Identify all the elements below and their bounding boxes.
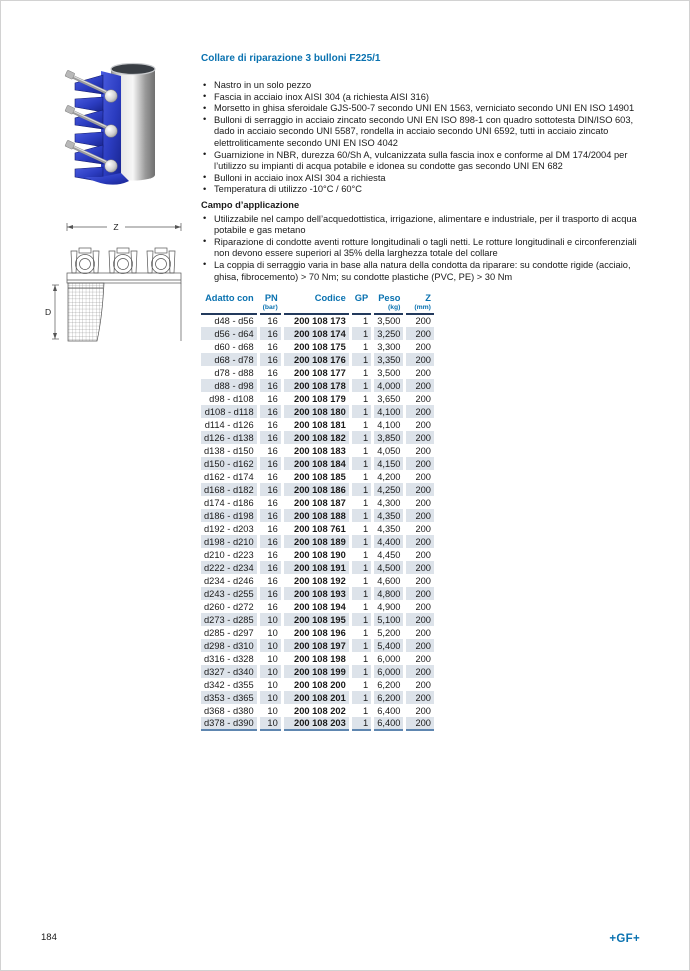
- table-cell: 1: [350, 379, 372, 392]
- table-cell: 200 108 195: [282, 613, 350, 626]
- table-cell: 16: [258, 444, 282, 457]
- table-cell: 3,300: [373, 340, 405, 353]
- table-cell: 16: [258, 366, 282, 379]
- table-row: [201, 366, 434, 379]
- table-cell: d114 - d126: [204, 419, 254, 430]
- table-cell: 16: [258, 470, 282, 483]
- table-cell: 16: [258, 457, 282, 470]
- table-cell: 200 108 202: [282, 704, 350, 717]
- table-cell: 200 108 194: [282, 600, 350, 613]
- table-cell: 10: [258, 678, 282, 691]
- table-cell: 200: [405, 574, 434, 587]
- table-cell: 10: [258, 704, 282, 717]
- bullet-item: • La coppia di serraggio varia in base alla natura della condotta da riparare: su condotte rigide (acciaio, ghisa, fibrocemento) > 70 Nm; su condotte plastiche (PVC, PE) > 30 Nm: [201, 260, 648, 283]
- units-row: [201, 304, 434, 314]
- table-cell: d108 - d118: [201, 405, 258, 418]
- table-cell: 1: [350, 665, 372, 678]
- spec-table-body: [201, 314, 434, 730]
- table-cell: d174 - d186: [204, 497, 254, 508]
- table-cell: 10: [258, 639, 282, 652]
- table-cell: 16: [258, 535, 282, 548]
- table-row: [201, 561, 434, 574]
- table-cell: d327 - d340: [201, 665, 258, 678]
- table-cell: 1: [350, 314, 372, 327]
- table-cell: 1: [350, 483, 372, 496]
- column-header: Codice: [282, 293, 350, 304]
- table-cell: 200 108 189: [282, 535, 350, 548]
- table-row: [201, 639, 434, 652]
- table-cell: 200: [405, 483, 434, 496]
- repair-collar-photo: [63, 59, 159, 191]
- table-row: [201, 626, 434, 639]
- table-cell: d68 - d78: [201, 353, 258, 366]
- table-cell: 16: [258, 418, 282, 431]
- table-cell: 6,200: [373, 691, 405, 704]
- table-cell: 16: [258, 340, 282, 353]
- feature-list: [201, 80, 648, 196]
- table-cell: 10: [258, 626, 282, 639]
- dim-label-z: Z: [113, 222, 119, 232]
- table-row: [201, 613, 434, 626]
- table-row: [201, 587, 434, 600]
- table-cell: 200: [405, 717, 434, 730]
- table-cell: 200 108 178: [282, 379, 350, 392]
- table-cell: 1: [350, 522, 372, 535]
- table-cell: 4,250: [373, 483, 405, 496]
- table-cell: 1: [350, 587, 372, 600]
- table-cell: d222 - d234: [201, 561, 258, 574]
- table-cell: 1: [350, 444, 372, 457]
- table-cell: d56 - d64: [201, 327, 258, 340]
- table-cell: 10: [258, 652, 282, 665]
- table-row: [201, 405, 434, 418]
- table-row: [201, 340, 434, 353]
- header-row: [201, 293, 434, 304]
- table-cell: 200: [405, 418, 434, 431]
- table-row: [201, 665, 434, 678]
- table-cell: 200: [405, 522, 434, 535]
- table-cell: 200: [405, 548, 434, 561]
- table-cell: d243 - d255: [201, 587, 258, 600]
- bullet-item: • Nastro in un solo pezzo: [201, 80, 648, 92]
- table-row: [201, 509, 434, 522]
- table-cell: d368 - d380: [204, 705, 254, 716]
- table-cell: 5,100: [373, 613, 405, 626]
- column-unit: [201, 304, 258, 314]
- table-cell: 200: [405, 327, 434, 340]
- table-row: [201, 652, 434, 665]
- table-row: [201, 691, 434, 704]
- table-cell: 200 108 761: [282, 522, 350, 535]
- table-cell: 200 108 193: [282, 587, 350, 600]
- table-cell: 200: [405, 600, 434, 613]
- table-cell: 200 108 188: [282, 509, 350, 522]
- table-cell: d126 - d138: [201, 431, 258, 444]
- table-cell: 4,350: [373, 522, 405, 535]
- technical-drawing: [45, 217, 187, 356]
- application-heading: Campo d’applicazione: [201, 199, 300, 210]
- table-cell: 200: [405, 665, 434, 678]
- table-cell: 6,000: [373, 652, 405, 665]
- table-cell: 16: [258, 431, 282, 444]
- table-cell: 1: [350, 418, 372, 431]
- table-cell: 16: [258, 587, 282, 600]
- table-cell: d342 - d355: [204, 679, 254, 690]
- table-cell: 200 108 190: [282, 548, 350, 561]
- table-cell: 200: [405, 509, 434, 522]
- table-row: [201, 717, 434, 730]
- table-cell: 200 108 183: [282, 444, 350, 457]
- table-cell: 1: [350, 717, 372, 730]
- table-row: [201, 483, 434, 496]
- table-cell: 1: [350, 405, 372, 418]
- table-cell: 6,400: [373, 704, 405, 717]
- column-unit: [282, 304, 350, 314]
- table-cell: 1: [350, 561, 372, 574]
- table-cell: d60 - d68: [214, 341, 254, 352]
- column-header: GP: [350, 293, 372, 304]
- table-cell: 1: [350, 574, 372, 587]
- table-cell: d78 - d88: [214, 367, 254, 378]
- table-cell: 200: [405, 613, 434, 626]
- table-cell: 16: [258, 509, 282, 522]
- table-cell: 200 108 182: [282, 431, 350, 444]
- table-cell: 16: [258, 600, 282, 613]
- spec-table: [201, 293, 434, 731]
- table-cell: 16: [258, 496, 282, 509]
- table-cell: 200 108 203: [282, 717, 350, 730]
- table-cell: 200: [405, 353, 434, 366]
- table-cell: 200 108 181: [282, 418, 350, 431]
- table-cell: 200: [405, 431, 434, 444]
- bullet-item: • Guarnizione in NBR, durezza 60/Sh A, vulcanizzata sulla fascia inox e conforme al DM 174/2004 per l’utilizzo su impianti di acqua potabile e idonea su condotte gas secondo UNI EN 682: [201, 150, 648, 173]
- table-row: [201, 444, 434, 457]
- table-cell: d192 - d203: [204, 523, 254, 534]
- table-cell: 10: [258, 691, 282, 704]
- table-cell: 200: [405, 444, 434, 457]
- table-cell: 4,050: [373, 444, 405, 457]
- table-cell: 1: [350, 678, 372, 691]
- table-row: [201, 392, 434, 405]
- table-cell: 16: [258, 405, 282, 418]
- table-cell: 200 108 177: [282, 366, 350, 379]
- dimension-drawing: [45, 217, 187, 351]
- table-cell: 16: [258, 327, 282, 340]
- table-cell: 10: [258, 717, 282, 730]
- table-cell: 3,350: [373, 353, 405, 366]
- table-cell: 200 108 198: [282, 652, 350, 665]
- table-cell: 1: [350, 691, 372, 704]
- table-cell: 1: [350, 639, 372, 652]
- bullet-item: • Bulloni in acciaio inox AISI 304 a richiesta: [201, 173, 648, 185]
- table-cell: 4,000: [373, 379, 405, 392]
- table-row: [201, 535, 434, 548]
- table-cell: d98 - d108: [209, 393, 254, 404]
- table-cell: 4,150: [373, 457, 405, 470]
- application-list: [201, 214, 648, 284]
- table-cell: 16: [258, 561, 282, 574]
- column-unit: [350, 304, 372, 314]
- table-cell: 4,900: [373, 600, 405, 613]
- table-cell: 1: [350, 431, 372, 444]
- table-cell: 1: [350, 366, 372, 379]
- table-row: [201, 678, 434, 691]
- table-cell: 200 108 200: [282, 678, 350, 691]
- table-row: [201, 327, 434, 340]
- dim-label-d: D: [45, 307, 52, 317]
- column-header: PN: [258, 293, 282, 304]
- table-cell: 1: [350, 535, 372, 548]
- table-cell: 4,400: [373, 535, 405, 548]
- table-cell: 200: [405, 366, 434, 379]
- bullet-item: • Bulloni di serraggio in acciaio zincato secondo UNI EN ISO 898-1 con quadro sottotesta DIN/ISO 603, dado in acciaio secondo UNI 5587, rondella in acciaio secondo UNI 6592, tutti in acciaio zincato elettroliticamente secondo UNI EN ISO 4042: [201, 115, 648, 150]
- table-cell: 3,850: [373, 431, 405, 444]
- table-cell: d88 - d98: [201, 379, 258, 392]
- table-cell: 16: [258, 548, 282, 561]
- table-cell: d285 - d297: [204, 627, 254, 638]
- table-cell: 200: [405, 691, 434, 704]
- table-cell: 10: [258, 665, 282, 678]
- table-cell: d186 - d198: [201, 509, 258, 522]
- column-header: Adatto con: [205, 293, 254, 304]
- table-cell: 200 108 176: [282, 353, 350, 366]
- table-cell: 16: [258, 522, 282, 535]
- table-cell: 200: [405, 457, 434, 470]
- table-cell: 200: [405, 496, 434, 509]
- table-cell: d273 - d285: [201, 613, 258, 626]
- bullet-item: • Utilizzabile nel campo dell’acquedottistica, irrigazione, alimentare e industriale, per il trasporto di acqua potabile e gas metano: [201, 214, 648, 237]
- table-cell: 1: [350, 704, 372, 717]
- table-cell: d378 - d390: [201, 717, 258, 730]
- spec-table-head: [201, 293, 434, 314]
- column-unit: (bar): [258, 304, 282, 314]
- table-cell: 1: [350, 548, 372, 561]
- column-header: Z: [405, 293, 434, 304]
- table-cell: 16: [258, 574, 282, 587]
- table-cell: 200: [405, 535, 434, 548]
- table-cell: 200: [405, 379, 434, 392]
- bullet-item: • Temperatura di utilizzo -10°C / 60°C: [201, 184, 648, 196]
- product-title: Collare di riparazione 3 bulloni F225/1: [201, 53, 381, 64]
- table-cell: d316 - d328: [204, 653, 254, 664]
- table-cell: 200 108 197: [282, 639, 350, 652]
- table-cell: 16: [258, 483, 282, 496]
- table-cell: 200: [405, 652, 434, 665]
- table-cell: d198 - d210: [201, 535, 258, 548]
- table-cell: 16: [258, 353, 282, 366]
- table-cell: 3,500: [373, 366, 405, 379]
- table-cell: d210 - d223: [204, 549, 254, 560]
- table-cell: 1: [350, 600, 372, 613]
- table-cell: 200: [405, 587, 434, 600]
- page-number: 184: [41, 932, 57, 943]
- table-cell: 1: [350, 626, 372, 639]
- table-cell: 200 108 196: [282, 626, 350, 639]
- table-cell: 4,500: [373, 561, 405, 574]
- table-cell: 5,200: [373, 626, 405, 639]
- table-cell: 6,000: [373, 665, 405, 678]
- table-cell: d234 - d246: [204, 575, 254, 586]
- table-cell: 200 108 199: [282, 665, 350, 678]
- table-row: [201, 457, 434, 470]
- table-cell: 1: [350, 613, 372, 626]
- table-row: [201, 470, 434, 483]
- table-cell: 200: [405, 639, 434, 652]
- column-unit: (mm): [405, 304, 434, 314]
- content-column: [201, 53, 648, 731]
- table-cell: 200 108 191: [282, 561, 350, 574]
- bullet-item: • Riparazione di condotte aventi rotture longitudinali o tagli netti. Le rotture longitudinali e circonferenziali non devono essere superiori al 35% della larghezza totale del collare: [201, 237, 648, 260]
- table-cell: 10: [258, 613, 282, 626]
- table-row: [201, 600, 434, 613]
- table-cell: 4,200: [373, 470, 405, 483]
- table-row: [201, 496, 434, 509]
- table-row: [201, 314, 434, 327]
- left-column: [41, 51, 196, 351]
- table-cell: 4,100: [373, 405, 405, 418]
- table-cell: 1: [350, 340, 372, 353]
- table-cell: 16: [258, 392, 282, 405]
- table-row: [201, 379, 434, 392]
- table-row: [201, 522, 434, 535]
- table-cell: 4,450: [373, 548, 405, 561]
- product-photo: [63, 59, 159, 196]
- table-cell: 200: [405, 470, 434, 483]
- table-cell: 200 108 201: [282, 691, 350, 704]
- table-cell: 4,300: [373, 496, 405, 509]
- column-unit: (kg): [373, 304, 405, 314]
- table-cell: 200 108 173: [282, 314, 350, 327]
- table-cell: 1: [350, 496, 372, 509]
- table-cell: 3,650: [373, 392, 405, 405]
- column-header: Peso: [373, 293, 405, 304]
- table-cell: 5,400: [373, 639, 405, 652]
- table-cell: 200 108 175: [282, 340, 350, 353]
- table-cell: 200: [405, 392, 434, 405]
- table-cell: d353 - d365: [201, 691, 258, 704]
- table-cell: 200: [405, 405, 434, 418]
- table-cell: 4,600: [373, 574, 405, 587]
- table-cell: 200: [405, 561, 434, 574]
- bullet-item: • Morsetto in ghisa sferoidale GJS-500-7 secondo UNI EN 1563, verniciato secondo UNI EN ISO 14901: [201, 103, 648, 115]
- table-row: [201, 431, 434, 444]
- table-cell: 1: [350, 509, 372, 522]
- bullet-item: • Fascia in acciaio inox AISI 304 (a richiesta AISI 316): [201, 92, 648, 104]
- table-cell: 4,100: [373, 418, 405, 431]
- table-cell: 200 108 192: [282, 574, 350, 587]
- table-row: [201, 548, 434, 561]
- table-cell: d138 - d150: [204, 445, 254, 456]
- table-cell: d298 - d310: [201, 639, 258, 652]
- table-cell: 4,350: [373, 509, 405, 522]
- table-cell: 200 108 174: [282, 327, 350, 340]
- table-cell: 1: [350, 652, 372, 665]
- table-cell: 200: [405, 678, 434, 691]
- gf-logo: +GF+: [609, 933, 640, 945]
- table-cell: 200 108 186: [282, 483, 350, 496]
- table-cell: 200: [405, 314, 434, 327]
- table-cell: 3,500: [373, 314, 405, 327]
- table-cell: 200 108 180: [282, 405, 350, 418]
- table-cell: d168 - d182: [201, 483, 258, 496]
- table-cell: d150 - d162: [201, 457, 258, 470]
- table-cell: 16: [258, 379, 282, 392]
- table-cell: d260 - d272: [204, 601, 254, 612]
- table-row: [201, 353, 434, 366]
- table-row: [201, 574, 434, 587]
- table-cell: 3,250: [373, 327, 405, 340]
- table-cell: 6,400: [373, 717, 405, 730]
- table-cell: d48 - d56: [214, 316, 254, 327]
- table-cell: 200 108 179: [282, 392, 350, 405]
- table-cell: 200 108 187: [282, 496, 350, 509]
- table-cell: 1: [350, 392, 372, 405]
- table-cell: 200: [405, 704, 434, 717]
- table-cell: 16: [258, 314, 282, 327]
- table-cell: 4,800: [373, 587, 405, 600]
- table-cell: 200: [405, 626, 434, 639]
- table-cell: 200 108 184: [282, 457, 350, 470]
- table-cell: 200 108 185: [282, 470, 350, 483]
- table-cell: 6,200: [373, 678, 405, 691]
- table-cell: 1: [350, 470, 372, 483]
- table-row: [201, 418, 434, 431]
- table-cell: 1: [350, 327, 372, 340]
- table-cell: 1: [350, 353, 372, 366]
- table-row: [201, 704, 434, 717]
- table-cell: 200: [405, 340, 434, 353]
- table-cell: 1: [350, 457, 372, 470]
- table-cell: d162 - d174: [204, 471, 254, 482]
